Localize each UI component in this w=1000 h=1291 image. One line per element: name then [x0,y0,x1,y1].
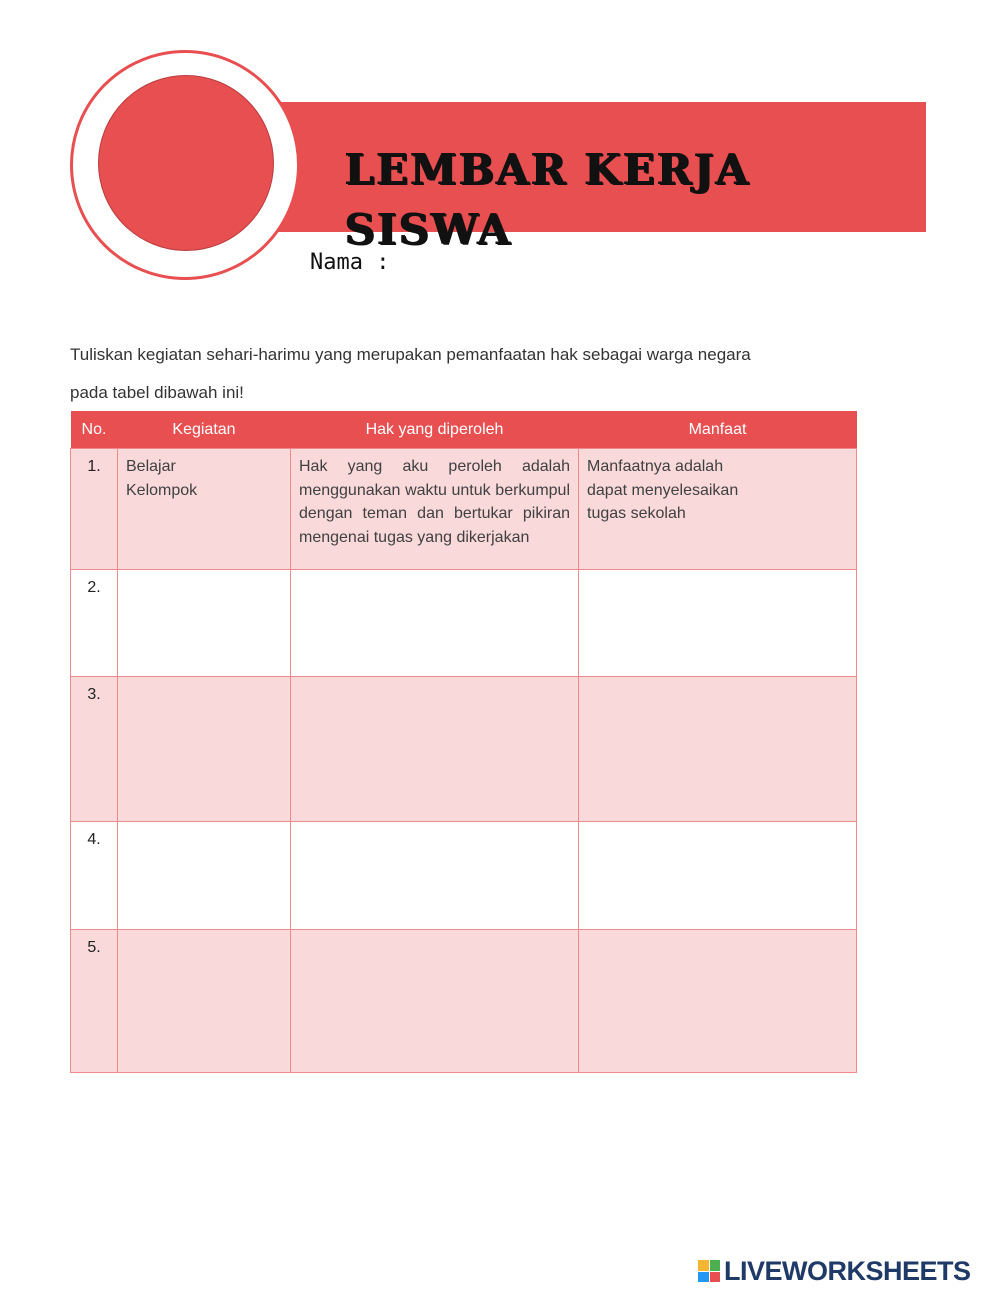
kegiatan-text: Belajar Kelompok [126,458,198,499]
hak-cell[interactable] [291,570,579,677]
header-manfaat: Manfaat [579,411,857,449]
manfaat-cell[interactable] [579,449,857,570]
manfaat-cell[interactable] [579,822,857,930]
table-row [71,822,857,930]
footer-brand[interactable] [698,1256,971,1286]
hak-cell[interactable] [291,822,579,930]
manfaat-cell[interactable] [579,930,857,1073]
kegiatan-cell[interactable] [118,930,291,1073]
row-number: 3. [71,677,118,822]
liveworksheets-logo-icon [698,1260,720,1282]
page-title: LEMBAR KERJA SISWA [345,145,751,254]
row-number: 5. [71,930,118,1073]
header-no: No. [71,411,118,449]
kegiatan-cell[interactable] [118,822,291,930]
brand-name: LIVEWORKSHEETS [724,1255,971,1286]
decorative-circle [98,75,274,251]
table-row [71,570,857,677]
activity-table [70,411,857,1073]
name-label: Nama : [310,250,390,275]
kegiatan-cell[interactable] [118,570,291,677]
hak-cell[interactable]: Hak yang aku peroleh adalah menggunakan waktu untuk berkumpul dengan teman dan bertukar pikiran mengenai tugas yang dikerjakan [291,449,579,570]
table-header-row [71,411,857,449]
hak-cell[interactable] [291,677,579,822]
kegiatan-cell[interactable] [118,677,291,822]
header-kegiatan: Kegiatan [118,411,291,449]
row-number: 4. [71,822,118,930]
manfaat-cell[interactable] [579,570,857,677]
manfaat-text: Manfaatnya adalah dapat menyelesaikan tugas sekolah [587,458,739,522]
table-row [71,677,857,822]
header-hak: Hak yang diperoleh [291,411,579,449]
instructions-line-2: pada tabel dibawah ini! [70,383,244,402]
instructions [70,336,850,412]
kegiatan-cell[interactable] [118,449,291,570]
row-number: 2. [71,570,118,677]
table-row [71,930,857,1073]
instructions-line-1: Tuliskan kegiatan sehari-harimu yang merupakan pemanfaatan hak sebagai warga negara [70,345,751,364]
row-number: 1. [71,449,118,570]
hak-cell[interactable] [291,930,579,1073]
table-row [71,449,857,570]
manfaat-cell[interactable] [579,677,857,822]
